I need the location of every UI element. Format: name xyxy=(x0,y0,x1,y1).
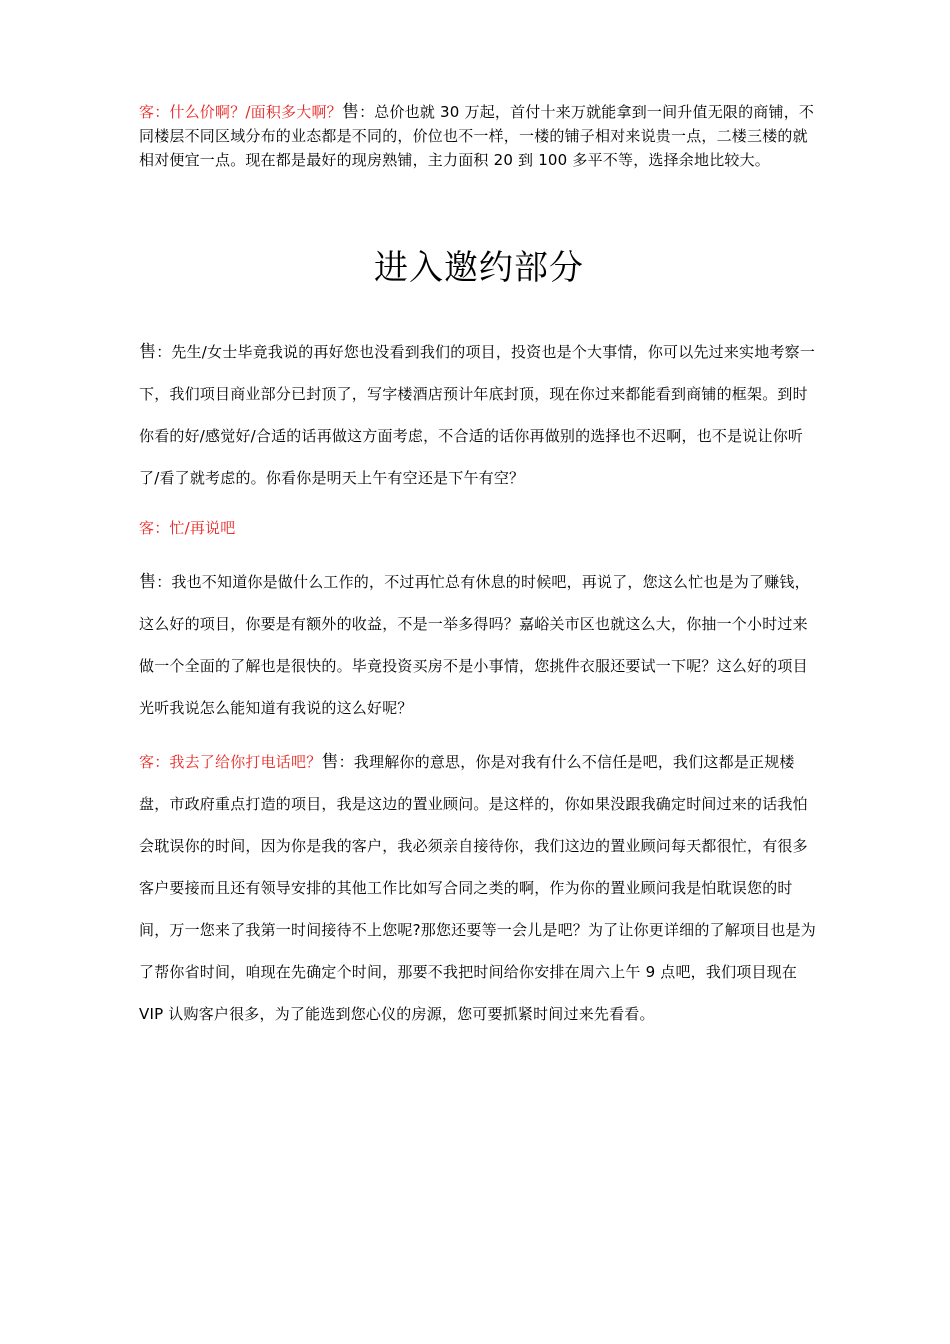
dialogue-call-later xyxy=(139,741,819,1035)
dialogue-busy-response xyxy=(139,561,819,729)
dialogue-price-question xyxy=(139,100,819,172)
customer-text: 我去了给你打电话吧？ xyxy=(169,753,322,771)
section-heading: 进入邀约部分 xyxy=(374,248,584,288)
sales-text: ：先生/女士毕竟我说的再好您也没看到我们的项目，投资也是个大事情，你可以先过来实地考察一下，我们项目商业部分已封顶了，写字楼酒店预计年底封顶，现在你过来都能看到商铺的框架。到时你看的好/感觉好/合适的话再做这方面考虑，不合适的话你再做别的选择也不迟啊，也不是说让你听了/看了就考虑的。你看你是明天上午有空还是下午有空？ xyxy=(139,343,816,487)
customer-label: 客： xyxy=(139,753,170,771)
sales-label: 售 xyxy=(341,102,360,122)
customer-text: 忙/再说吧 xyxy=(169,519,236,537)
sales-label: 售 xyxy=(139,342,157,362)
customer-label: 客： xyxy=(139,103,170,121)
dialogue-busy xyxy=(139,507,819,549)
sales-text: ：我理解你的意思，你是对我有什么不信任是吧，我们这都是正规楼盘，市政府重点打造的项目，我是这边的置业顾问。是这样的，你如果没跟我确定时间过来的话我怕会耽误你的时间，因为你是我的客户，我必须亲自接待你，我们这边的置业顾问每天都很忙，有很多客户要接而且还有领导安排的其他工作比如写合同之类的啊，作为你的置业顾问我是怕耽误您的时间，万一您来了我第一时间接待不上您呢?那您还要等一会儿是吧？为了让你更详细的了解项目也是为了帮你省时间，咱现在先确定个时间，那要不我把时间给你安排在周六上午 9 点吧，我们项目现在 VIP 认购客户很多，为了能选到您心仪的房源，您可要抓紧时间过来先看看。 xyxy=(139,753,816,1023)
sales-text: ：我也不知道你是做什么工作的，不过再忙总有休息的时候吧，再说了，您这么忙也是为了赚钱，这么好的项目，你要是有额外的收益，不是一举多得吗？嘉峪关市区也就这么大，你抽一个小时过来做一个全面的了解也是很快的。毕竟投资买房不是小事情，您挑件衣服还要试一下呢？这么好的项目光听我说怎么能知道有我说的这么好呢？ xyxy=(139,573,810,717)
customer-label: 客： xyxy=(139,519,170,537)
sales-label: 售 xyxy=(321,752,339,772)
dialogue-invitation xyxy=(139,331,819,499)
customer-text: 什么价啊？/面积多大啊？ xyxy=(169,103,342,121)
sales-label: 售 xyxy=(139,572,157,592)
sales-text: ：总价也就 30 万起，首付十来万就能拿到一间升值无限的商铺，不同楼层不同区域分布的业态都是不同的，价位也不一样，一楼的铺子相对来说贵一点，二楼三楼的就相对便宜一点。现在都是最好的现房熟铺，主力面积 20 到 100 多平不等，选择余地比较大。 xyxy=(139,103,815,169)
document-page xyxy=(139,100,819,1035)
